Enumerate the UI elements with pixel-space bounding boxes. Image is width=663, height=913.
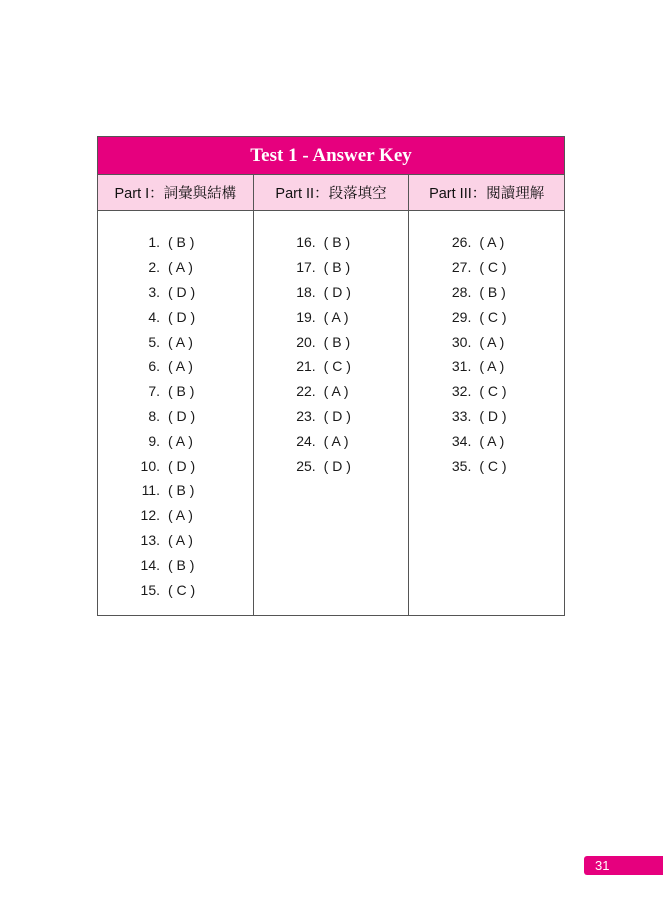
- answer-row: [98, 404, 253, 429]
- answer-row: [409, 379, 564, 404]
- answers-column-part-2: [254, 211, 410, 615]
- answer-choice: ( A ): [479, 432, 505, 449]
- answer-row: [98, 379, 253, 404]
- answer-choice: ( D ): [168, 407, 196, 424]
- question-number: 30.: [451, 333, 472, 350]
- answer-choice: ( A ): [323, 432, 349, 449]
- column-header-row: [98, 175, 564, 211]
- question-number: 10.: [140, 457, 160, 474]
- answer-choice: ( B ): [168, 234, 195, 251]
- question-number: 28.: [451, 283, 472, 300]
- answer-row: [254, 428, 409, 453]
- answer-row: [98, 428, 253, 453]
- answer-choice: ( A ): [168, 507, 193, 524]
- answer-row: [254, 304, 409, 329]
- answer-choice: ( A ): [168, 259, 193, 276]
- answer-row: [409, 255, 564, 280]
- column-header-part-1: Part I：詞彙與結構: [98, 175, 254, 210]
- question-number: 22.: [296, 383, 316, 400]
- answer-key-title: Test 1 - Answer Key: [98, 137, 564, 175]
- answer-row: [254, 280, 409, 305]
- question-number: 9.: [148, 432, 160, 449]
- answer-choice: ( C ): [479, 259, 507, 276]
- question-number: 34.: [451, 432, 472, 449]
- answer-row: [98, 503, 253, 528]
- answer-choice: ( B ): [168, 556, 195, 573]
- answer-choice: ( D ): [168, 283, 196, 300]
- question-number: 4.: [148, 308, 160, 325]
- answer-choice: ( D ): [323, 283, 351, 300]
- answer-row: [254, 329, 409, 354]
- answer-row: [409, 453, 564, 478]
- answer-row: [98, 354, 253, 379]
- answer-choice: ( B ): [168, 383, 195, 400]
- answer-row: [98, 478, 253, 503]
- answer-row: [409, 230, 564, 255]
- answer-choice: ( B ): [323, 259, 351, 276]
- question-number: 25.: [296, 457, 316, 474]
- answer-choice: ( D ): [479, 407, 507, 424]
- question-number: 7.: [148, 383, 160, 400]
- question-number: 13.: [140, 531, 160, 548]
- answer-row: [98, 453, 253, 478]
- answer-row: [98, 230, 253, 255]
- question-number: 23.: [296, 407, 316, 424]
- question-number: 5.: [148, 333, 160, 350]
- answer-choice: ( D ): [168, 308, 196, 325]
- answers-body: [98, 211, 564, 615]
- answer-row: [98, 329, 253, 354]
- question-number: 19.: [296, 308, 316, 325]
- question-number: 6.: [148, 358, 160, 375]
- question-number: 35.: [451, 457, 472, 474]
- answer-choice: ( B ): [168, 482, 195, 499]
- page-number: 31: [595, 858, 610, 873]
- answer-row: [98, 280, 253, 305]
- answer-row: [254, 255, 409, 280]
- question-number: 3.: [148, 283, 160, 300]
- answer-row: [98, 552, 253, 577]
- question-number: 18.: [296, 283, 316, 300]
- question-number: 21.: [296, 358, 316, 375]
- answer-row: [98, 528, 253, 553]
- question-number: 31.: [451, 358, 472, 375]
- question-number: 27.: [451, 259, 472, 276]
- question-number: 14.: [140, 556, 160, 573]
- question-number: 16.: [296, 234, 316, 251]
- answer-choice: ( D ): [168, 457, 196, 474]
- question-number: 29.: [451, 308, 472, 325]
- answer-key-table: [97, 136, 565, 616]
- answer-choice: ( D ): [323, 407, 351, 424]
- answer-choice: ( A ): [168, 333, 193, 350]
- question-number: 24.: [296, 432, 316, 449]
- question-number: 11.: [141, 482, 160, 499]
- answer-choice: ( C ): [479, 308, 507, 325]
- answers-column-part-1: [98, 211, 254, 615]
- question-number: 2.: [148, 259, 160, 276]
- answer-row: [98, 255, 253, 280]
- answer-row: [254, 379, 409, 404]
- question-number: 33.: [451, 407, 472, 424]
- answer-row: [409, 329, 564, 354]
- question-number: 26.: [451, 234, 472, 251]
- question-number: 12.: [140, 507, 160, 524]
- answer-choice: ( D ): [323, 457, 351, 474]
- answer-row: [254, 404, 409, 429]
- answer-row: [409, 354, 564, 379]
- question-number: 20.: [296, 333, 316, 350]
- question-number: 8.: [148, 407, 160, 424]
- answer-choice: ( A ): [323, 383, 349, 400]
- answer-choice: ( A ): [168, 432, 193, 449]
- answers-column-part-3: [409, 211, 564, 615]
- answer-choice: ( C ): [168, 581, 196, 598]
- answer-choice: ( A ): [323, 308, 349, 325]
- question-number: 1.: [148, 234, 160, 251]
- answer-row: [254, 230, 409, 255]
- page-number-tab: [584, 856, 663, 875]
- answer-row: [409, 280, 564, 305]
- answer-choice: ( C ): [479, 457, 507, 474]
- column-header-part-2: Part II：段落填空: [254, 175, 410, 210]
- answer-choice: ( A ): [168, 531, 193, 548]
- answer-choice: ( A ): [168, 358, 193, 375]
- answer-choice: ( B ): [479, 283, 506, 300]
- answer-choice: ( C ): [479, 383, 507, 400]
- answer-row: [409, 304, 564, 329]
- answer-choice: ( B ): [323, 234, 351, 251]
- answer-choice: ( A ): [479, 234, 505, 251]
- answer-row: [254, 453, 409, 478]
- answer-choice: ( C ): [323, 358, 351, 375]
- question-number: 17.: [296, 259, 316, 276]
- column-header-part-3: Part III：閱讀理解: [429, 186, 545, 202]
- answer-choice: ( A ): [479, 358, 505, 375]
- answer-row: [409, 404, 564, 429]
- answer-row: [254, 354, 409, 379]
- answer-choice: ( B ): [323, 333, 351, 350]
- answer-row: [98, 577, 253, 602]
- answer-choice: ( A ): [479, 333, 505, 350]
- answer-row: [409, 428, 564, 453]
- answer-row: [98, 304, 253, 329]
- question-number: 32.: [451, 383, 472, 400]
- question-number: 15.: [140, 581, 160, 598]
